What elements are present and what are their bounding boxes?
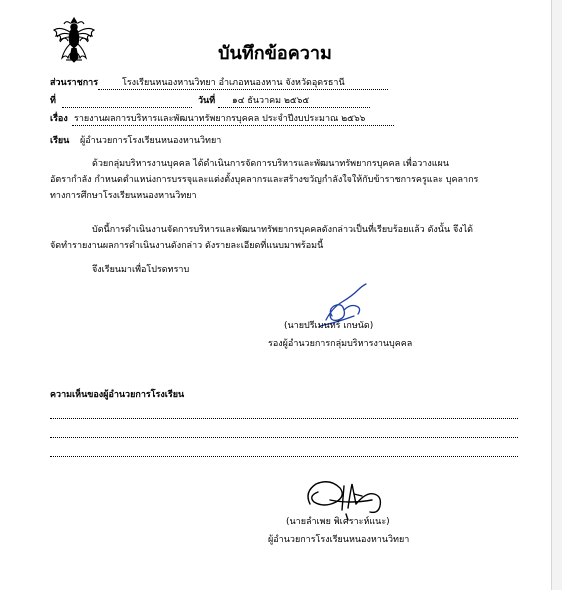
closing-text: จึงเรียนมาเพื่อโปรดทราบ [92,265,190,275]
subject-dotline [72,125,394,126]
body-p2-line2: จัดทำรายงานผลการดำเนินงานดังกล่าว ดังรายละเอียดที่แนบมาพร้อมนี้ [50,241,324,251]
date-dotline [218,107,370,108]
subject-label: เรื่อง [50,114,68,124]
ref-label: ที่ [50,96,56,106]
agency-value: โรงเรียนหนองหานวิทยา อำเภอหนองหาน จังหวัดอุดรธานี [122,78,345,88]
opinion-line-3 [50,456,518,457]
body-p1-line1: ด้วยกลุ่มบริหารงานบุคคล ได้ดำเนินการจัดการบริหารและพัฒนาทรัพยากรบุคคล เพื่อวางแผน [92,159,449,169]
signer1-position: รองผู้อำนวยการกลุ่มบริหารงานบุคคล [268,339,413,349]
date-label: วันที่ [198,96,216,106]
to-row [50,135,69,147]
opinion-heading: ความเห็นของผู้อำนวยการโรงเรียน [50,390,185,400]
subject-value: รายงานผลการบริหารและพัฒนาทรัพยากรบุคคล ประจำปีงบประมาณ ๒๕๖๖ [74,114,366,124]
ref-row [50,95,56,107]
signer1-name: (นายปรีเมนทร์ เกษนัด) [284,321,374,331]
signer2-position: ผู้อำนวยการโรงเรียนหนองหานวิทยา [268,535,410,545]
agency-row [50,77,98,89]
to-value: ผู้อำนวยการโรงเรียนหนองหานวิทยา [80,136,222,146]
date-row [198,95,215,107]
agency-dotline [98,89,388,90]
signer2-name: (นายลำเพย พิเคราะห์แนะ) [286,517,390,527]
opinion-line-1 [50,418,518,419]
opinion-line-2 [50,437,518,438]
agency-label: ส่วนราชการ [50,78,99,88]
to-label: เรียน [50,136,70,146]
body-p2-line1: บัดนี้การดำเนินงานจัดการบริหารและพัฒนาทรัพยากรบุคคลดังกล่าวเป็นที่เรียบร้อยแล้ว ดังนั้น จึงได้ [92,225,474,235]
scrollbar-track[interactable] [552,0,562,590]
ref-dotline [62,107,192,108]
subject-row [50,113,68,125]
body-p1-line3: ทางการศึกษาโรงเรียนหนองหานวิทยา [50,191,197,201]
body-p1-line2: อัตรากำลัง กำหนดตำแหน่งการบรรจุและแต่งตั้งบุคลากรและสร้างขวัญกำลังใจให้กับข้าราชการครูและ บุคลากร [50,175,479,185]
memo-title: บันทึกข้อความ [218,43,332,64]
date-value: ๑๔ ธันวาคม ๒๕๖๕ [232,96,310,106]
